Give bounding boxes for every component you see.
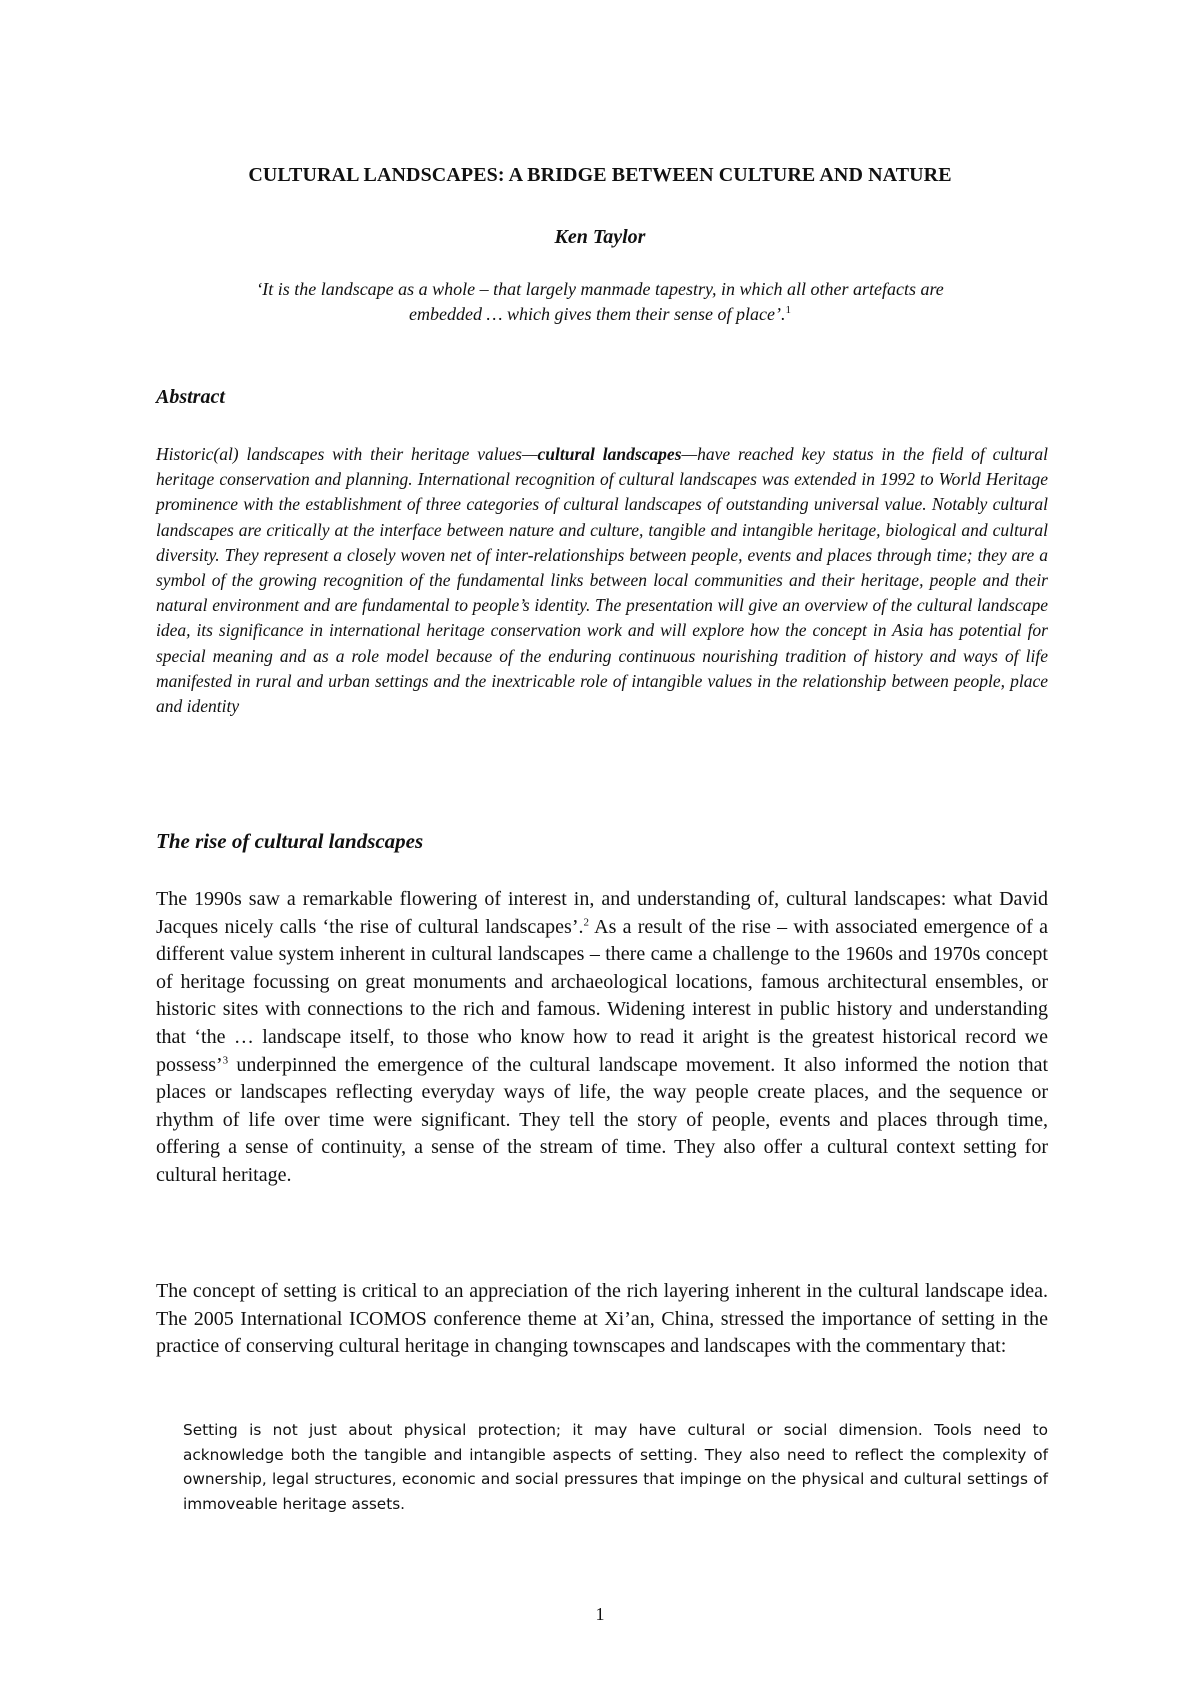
para1-part-3: underpinned the emergence of the cultural landscape movement. It also informed the notion that places or landscapes reflecting everyday ways of life, the way people create places, and the sequence or rhythm of life over time were significant. They tell the story of people, events and places through time, offering a sense of continuity, a sense of the stream of time. They also offer a cultural context setting for cultural heritage.	[156, 1053, 1048, 1186]
abstract-text-start: Historic(al) landscapes with their heritage values—	[156, 444, 538, 464]
footnote-ref-2[interactable]: 2	[583, 915, 589, 928]
block-quote: Setting is not just about physical protection; it may have cultural or social dimension. Tools need to acknowledge both the tangible and intangible aspects of setting. They also need to reflect the complexity of ownership, legal structures, economic and social pressures that impinge on the physical and cultural settings of immoveable heritage assets.	[183, 1421, 1048, 1513]
abstract-text	[156, 442, 1048, 719]
body-paragraph-2: The concept of setting is critical to an appreciation of the rich layering inherent in the cultural landscape idea. The 2005 International ICOMOS conference theme at Xi’an, China, stressed the importance of setting in the practice of conserving cultural heritage in changing townscapes and landscapes with the commentary that:	[156, 1280, 1048, 1358]
abstract-bold-term: cultural landscapes	[537, 444, 682, 464]
paper-title: CULTURAL LANDSCAPES: A BRIDGE BETWEEN CULTURE AND NATURE	[248, 164, 952, 186]
epigraph-quote	[160, 277, 1040, 327]
page-number: 1	[595, 1604, 605, 1624]
para1-part-2: As a result of the rise – with associated emergence of a different value system inherent in cultural landscapes – there came a challenge to the 1960s and 1970s concept of heritage focussing on great monuments and archaeological locations, famous architectural ensembles, or historic sites with connections to the rich and famous. Widening interest in public history and understanding that ‘the … landscape itself, to those who know how to read it aright is the greatest historical record we possess’	[156, 915, 1048, 1076]
abstract-heading: Abstract	[156, 386, 225, 408]
abstract-text-rest: —have reached key status in the field of cultural heritage conservation and planning. International recognition of cultural landscapes was extended in 1992 to World Heritage prominence with the establishment of three categories of cultural landscapes of outstanding universal value. Notably cultural landscapes are critically at the interface between nature and culture, tangible and intangible heritage, biological and cultural diversity. They represent a closely woven net of inter-relationships between people, events and places through time; they are a symbol of the growing recognition of the fundamental links between local communities and their heritage, people and their natural environment and are fundamental to people’s identity. The presentation will give an overview of the cultural landscape idea, its significance in international heritage conservation work and will explore how the concept in Asia has potential for special meaning and as a role model because of the enduring continuous nourishing tradition of history and ways of life manifested in rural and urban settings and the inextricable role of intangible values in the relationship between people, place and identity	[156, 444, 1049, 717]
epigraph-line-2: embedded … which gives them their sense of place’.	[409, 304, 786, 324]
footnote-ref-1[interactable]: 1	[785, 304, 791, 316]
epigraph-line-1: ‘It is the landscape as a whole – that largely manmade tapestry, in which all other artefacts are	[256, 279, 944, 299]
para1-part-1: The 1990s saw a remarkable flowering of interest in, and understanding of, cultural landscapes: what David Jacques nicely calls ‘the rise of cultural landscapes’.	[156, 888, 1048, 938]
section-heading: The rise of cultural landscapes	[156, 829, 424, 853]
author-name: Ken Taylor	[554, 226, 646, 248]
footnote-ref-3[interactable]: 3	[222, 1053, 229, 1066]
body-paragraph-1	[156, 886, 1048, 1190]
